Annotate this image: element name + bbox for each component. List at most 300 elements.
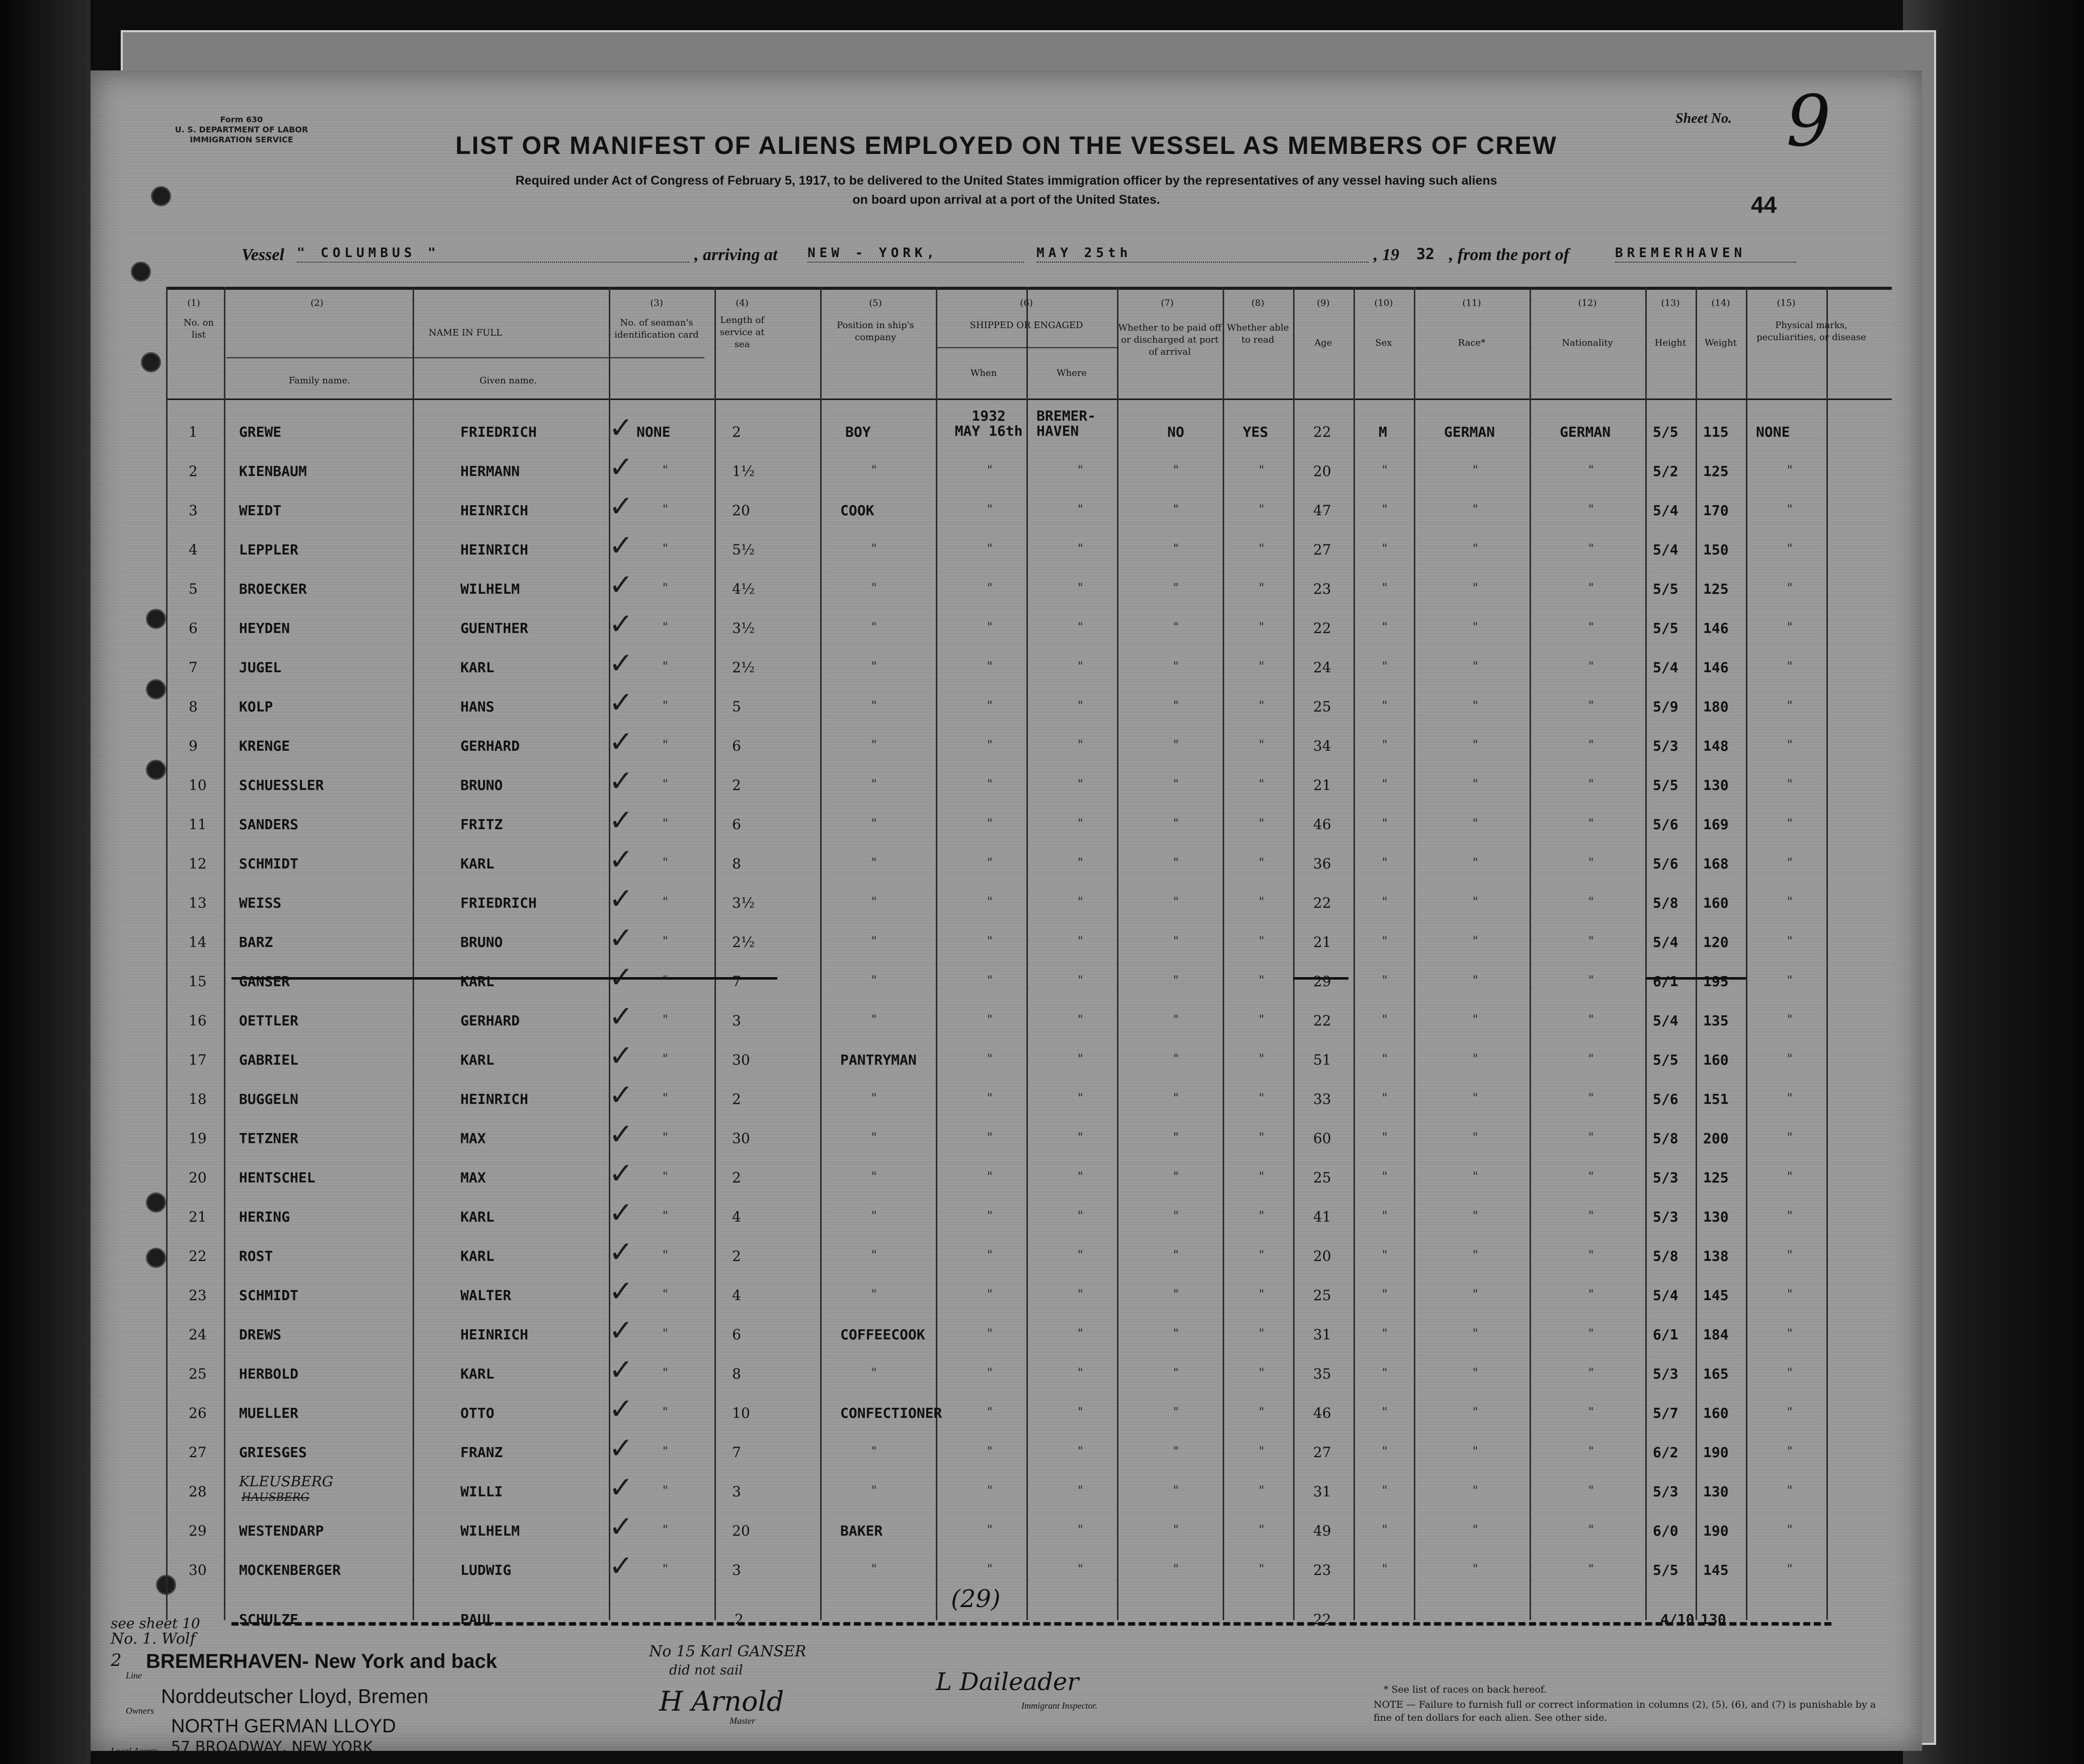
row-number: 19 <box>189 1130 207 1147</box>
family-name: SANDERS <box>239 816 299 833</box>
sex-ditto: " <box>1381 620 1389 634</box>
table-row <box>91 1276 1922 1314</box>
family-name: KOLP <box>239 698 273 715</box>
weight-value: 138 <box>1703 1248 1729 1264</box>
height-value: 5/3 <box>1653 1483 1678 1500</box>
when-ditto: " <box>986 620 994 634</box>
able-read-ditto: " <box>1258 1522 1265 1537</box>
height-value: 5/4 <box>1653 1287 1678 1304</box>
check-mark: ✓ <box>609 528 633 563</box>
family-name: DREWS <box>239 1326 282 1343</box>
nationality-ditto: " <box>1587 1130 1595 1144</box>
when-ditto: " <box>986 934 994 948</box>
where-ditto: " <box>1077 502 1084 516</box>
family-name: KLEUSBERG <box>239 1473 334 1490</box>
race-ditto: " <box>1472 1522 1479 1537</box>
physical-ditto: " <box>1786 1444 1794 1458</box>
total-mark: (29) <box>951 1585 1001 1613</box>
physical-ditto: " <box>1786 1483 1794 1497</box>
age-value: 22 <box>1313 424 1331 440</box>
check-mark: ✓ <box>609 411 633 445</box>
nationality-ditto: " <box>1587 620 1595 634</box>
weight-value: 145 <box>1703 1562 1729 1578</box>
nationality-ditto: " <box>1587 1091 1595 1105</box>
position-ditto: " <box>870 1366 878 1380</box>
weight-value: 125 <box>1703 463 1729 479</box>
header-where: Where <box>1056 368 1087 378</box>
given-name: HERMANN <box>460 463 520 479</box>
height-value: 5/3 <box>1653 1209 1678 1225</box>
position-value: BAKER <box>840 1522 883 1539</box>
able-read-value: YES <box>1243 424 1268 440</box>
arrival-date: MAY 25th <box>1036 246 1369 263</box>
family-name: KIENBAUM <box>239 463 307 479</box>
sex-ditto: " <box>1381 1248 1389 1262</box>
owners-label: Owners <box>126 1706 154 1716</box>
struck-weight: 130 <box>1701 1611 1726 1628</box>
header-bottom-rule <box>166 398 1892 400</box>
height-value: 5/5 <box>1653 581 1678 597</box>
when-ditto: " <box>986 1366 994 1380</box>
able-read-ditto: " <box>1258 738 1265 752</box>
where-ditto: " <box>1077 895 1084 909</box>
able-read-ditto: " <box>1258 463 1265 477</box>
able-read-ditto: " <box>1258 1052 1265 1066</box>
physical-ditto: " <box>1786 541 1794 555</box>
physical-ditto: " <box>1786 816 1794 830</box>
nationality-ditto: " <box>1587 463 1595 477</box>
when-ditto: " <box>986 463 994 477</box>
race-ditto: " <box>1472 816 1479 830</box>
annotation-see-sheet: see sheet 10 <box>111 1615 200 1632</box>
nationality-ditto: " <box>1587 1012 1595 1026</box>
sheet-label: Sheet No. <box>1675 111 1732 126</box>
row-number: 29 <box>189 1522 207 1539</box>
position-ditto: " <box>870 659 878 673</box>
service-length: 8 <box>732 855 741 872</box>
weight-value: 160 <box>1703 1052 1729 1068</box>
family-name: GABRIEL <box>239 1052 299 1068</box>
nationality-ditto: " <box>1587 698 1595 712</box>
family-name: GANSER <box>239 973 290 990</box>
age-value: 46 <box>1313 1405 1331 1421</box>
nationality-ditto: " <box>1587 1287 1595 1301</box>
id-card-ditto: " <box>662 1209 669 1223</box>
service-length: 7 <box>732 1444 741 1461</box>
row-number: 30 <box>189 1562 207 1578</box>
position-ditto: " <box>870 1248 878 1262</box>
header-length-service: Length of service at sea <box>719 315 765 350</box>
position-ditto: " <box>870 855 878 869</box>
column-number: (14) <box>1711 298 1730 308</box>
given-name: FRANZ <box>460 1444 503 1461</box>
column-number: (2) <box>310 298 324 308</box>
header-age: Age <box>1314 338 1332 348</box>
nationality-value: GERMAN <box>1560 424 1611 440</box>
sex-ditto: " <box>1381 581 1389 595</box>
age-value: 51 <box>1313 1052 1331 1068</box>
id-card-value: NONE <box>636 424 671 440</box>
position-ditto: " <box>870 1287 878 1301</box>
sex-ditto: " <box>1381 1130 1389 1144</box>
weight-value: 130 <box>1703 1483 1729 1500</box>
age-value: 34 <box>1313 738 1331 754</box>
id-card-ditto: " <box>662 1091 669 1105</box>
paid-off-ditto: " <box>1172 816 1180 830</box>
service-length: 2½ <box>732 659 755 676</box>
service-length: 4 <box>732 1209 741 1225</box>
row-number: 21 <box>189 1209 207 1225</box>
check-mark: ✓ <box>609 685 633 719</box>
shipping-line: BREMERHAVEN- New York and back <box>146 1650 497 1672</box>
height-value: 5/4 <box>1653 659 1678 676</box>
nationality-ditto: " <box>1587 1483 1595 1497</box>
owners-value: Norddeutscher Lloyd, Bremen <box>161 1686 429 1708</box>
physical-ditto: " <box>1786 659 1794 673</box>
physical-ditto: " <box>1786 1366 1794 1380</box>
where-ditto: " <box>1077 1248 1084 1262</box>
row-number: 28 <box>189 1483 207 1500</box>
weight-value: 190 <box>1703 1522 1729 1539</box>
family-name: WESTENDARP <box>239 1522 324 1539</box>
nationality-ditto: " <box>1587 1169 1595 1183</box>
able-read-ditto: " <box>1258 659 1265 673</box>
family-name: ROST <box>239 1248 273 1264</box>
check-mark: ✓ <box>609 1274 633 1308</box>
paid-off-ditto: " <box>1172 1209 1180 1223</box>
when-ditto: " <box>986 659 994 673</box>
annotation-number: No. 1. Wolf <box>111 1630 196 1648</box>
annotation-two: 2 <box>111 1650 122 1670</box>
sex-ditto: " <box>1381 1209 1389 1223</box>
height-value: 5/6 <box>1653 855 1678 872</box>
able-read-ditto: " <box>1258 816 1265 830</box>
family-name: KRENGE <box>239 738 290 754</box>
able-read-ditto: " <box>1258 1483 1265 1497</box>
service-length: 3½ <box>732 620 755 636</box>
given-name: KARL <box>460 855 495 872</box>
given-name: FRIEDRICH <box>460 424 537 440</box>
weight-value: 160 <box>1703 895 1729 911</box>
check-mark: ✓ <box>609 1156 633 1190</box>
where-ditto: " <box>1077 1444 1084 1458</box>
id-card-ditto: " <box>662 1483 669 1497</box>
row-number: 5 <box>189 581 198 597</box>
table-row <box>91 1551 1922 1589</box>
able-read-ditto: " <box>1258 1248 1265 1262</box>
nationality-ditto: " <box>1587 934 1595 948</box>
where-ditto: " <box>1077 1209 1084 1223</box>
when-ditto: " <box>986 1287 994 1301</box>
able-read-ditto: " <box>1258 1287 1265 1301</box>
given-name: WILHELM <box>460 581 520 597</box>
paid-off-ditto: " <box>1172 1012 1180 1026</box>
height-value: 5/3 <box>1653 738 1678 754</box>
age-value: 29 <box>1313 973 1331 990</box>
position-ditto: " <box>870 698 878 712</box>
nationality-ditto: " <box>1587 738 1595 752</box>
height-value: 5/5 <box>1653 424 1678 440</box>
height-value: 5/8 <box>1653 1248 1678 1264</box>
physical-ditto: " <box>1786 777 1794 791</box>
nationality-ditto: " <box>1587 1405 1595 1419</box>
age-value: 25 <box>1313 698 1331 715</box>
height-value: 5/6 <box>1653 816 1678 833</box>
service-length: 1½ <box>732 463 755 479</box>
where-ditto: " <box>1077 1012 1084 1026</box>
nationality-ditto: " <box>1587 1052 1595 1066</box>
paid-off-ditto: " <box>1172 1405 1180 1419</box>
able-read-ditto: " <box>1258 1012 1265 1026</box>
header-physical-marks: Physical marks, peculiarities, or disease <box>1756 320 1866 343</box>
sex-ditto: " <box>1381 738 1389 752</box>
height-value: 5/5 <box>1653 777 1678 793</box>
physical-ditto: " <box>1786 934 1794 948</box>
where-ditto: " <box>1077 659 1084 673</box>
punch-hole <box>131 262 151 282</box>
paid-off-ditto: " <box>1172 1091 1180 1105</box>
paid-off-ditto: " <box>1172 502 1180 516</box>
sex-ditto: " <box>1381 777 1389 791</box>
weight-value: 125 <box>1703 1169 1729 1186</box>
where-ditto: " <box>1077 738 1084 752</box>
weight-value: 165 <box>1703 1366 1729 1382</box>
row-number: 8 <box>189 698 198 715</box>
weight-value: 130 <box>1703 777 1729 793</box>
manifest-page <box>91 70 1922 1763</box>
table-row <box>91 727 1922 765</box>
position-ditto: " <box>870 1483 878 1497</box>
race-ditto: " <box>1472 1012 1479 1026</box>
struck-family-name: SCHULZE <box>239 1611 299 1628</box>
physical-ditto: " <box>1786 1287 1794 1301</box>
vessel-label: Vessel <box>242 246 284 264</box>
weight-value: 170 <box>1703 502 1729 519</box>
check-mark: ✓ <box>609 921 633 955</box>
header-paid-off: Whether to be paid off or discharged at port of arrival <box>1118 323 1222 357</box>
position-value: CONFECTIONER <box>840 1405 942 1421</box>
where-ditto: " <box>1077 1169 1084 1183</box>
sex-ditto: " <box>1381 816 1389 830</box>
table-row <box>91 1080 1922 1118</box>
service-length: 2½ <box>732 934 755 950</box>
header-when: When <box>970 368 997 378</box>
family-name: HERING <box>239 1209 290 1225</box>
given-name: WILLI <box>460 1483 503 1500</box>
given-name: KARL <box>460 1366 495 1382</box>
nationality-ditto: " <box>1587 855 1595 869</box>
physical-ditto: " <box>1786 502 1794 516</box>
check-mark: ✓ <box>609 960 633 994</box>
family-name: MOCKENBERGER <box>239 1562 341 1578</box>
table-row <box>91 881 1922 922</box>
nationality-ditto: " <box>1587 541 1595 555</box>
check-mark: ✓ <box>609 450 633 484</box>
when-ditto: " <box>986 1405 994 1419</box>
sex-ditto: " <box>1381 1522 1389 1537</box>
race-ditto: " <box>1472 1444 1479 1458</box>
height-value: 6/1 <box>1653 1326 1678 1343</box>
id-card-ditto: " <box>662 738 669 752</box>
height-value: 6/1 <box>1653 973 1678 990</box>
where-ditto: " <box>1077 816 1084 830</box>
given-name: KARL <box>460 973 495 990</box>
column-number: (13) <box>1661 298 1680 308</box>
family-name: LEPPLER <box>239 541 299 558</box>
header-able-read: Whether able to read <box>1227 323 1289 345</box>
row-number: 1 <box>189 424 198 440</box>
when-ditto: " <box>986 973 994 987</box>
family-name: HEYDEN <box>239 620 290 636</box>
paid-off-ditto: " <box>1172 463 1180 477</box>
header-name-in-full: NAME IN FULL <box>428 328 503 338</box>
position-ditto: " <box>870 620 878 634</box>
id-card-ditto: " <box>662 1052 669 1066</box>
table-row <box>91 1119 1922 1157</box>
from-label: , from the port of <box>1449 246 1569 264</box>
row-number: 16 <box>189 1012 207 1029</box>
document-title: LIST OR MANIFEST OF ALIENS EMPLOYED ON THE VESSEL AS MEMBERS OF CREW <box>455 131 1557 159</box>
paid-off-ditto: " <box>1172 1248 1180 1262</box>
physical-ditto: " <box>1786 1326 1794 1340</box>
row-number: 27 <box>189 1444 207 1461</box>
id-card-ditto: " <box>662 934 669 948</box>
table-row <box>91 766 1922 804</box>
race-ditto: " <box>1472 698 1479 712</box>
race-ditto: " <box>1472 1366 1479 1380</box>
position-ditto: " <box>870 1444 878 1458</box>
service-length: 8 <box>732 1366 741 1382</box>
check-mark: ✓ <box>609 1431 633 1465</box>
row-number: 22 <box>189 1248 207 1264</box>
where-ditto: " <box>1077 1091 1084 1105</box>
sex-ditto: " <box>1381 1326 1389 1340</box>
column-number: (11) <box>1462 298 1481 308</box>
when-ditto: " <box>986 1326 994 1340</box>
struck-service: 2 <box>735 1611 744 1628</box>
where-ditto: " <box>1077 1326 1084 1340</box>
family-name: WEIDT <box>239 502 282 519</box>
check-mark: ✓ <box>609 1313 633 1347</box>
family-name: GRIESGES <box>239 1444 307 1461</box>
race-ditto: " <box>1472 973 1479 987</box>
age-value: 35 <box>1313 1366 1331 1382</box>
column-number: (8) <box>1251 298 1264 308</box>
service-length: 6 <box>732 1326 741 1343</box>
physical-ditto: " <box>1786 855 1794 869</box>
age-value: 21 <box>1313 777 1331 793</box>
given-name: WALTER <box>460 1287 512 1304</box>
note-text: — Failure to furnish full or correct information in columns (2), (5), (6), and (7) is punishable by a fine of ten dollars for each alien. See other side. <box>1374 1699 1876 1723</box>
family-name: BROECKER <box>239 581 307 597</box>
family-name: GREWE <box>239 424 282 440</box>
row-number: 26 <box>189 1405 207 1421</box>
header-no-on-list: No. on list <box>183 317 214 340</box>
service-length: 30 <box>732 1052 750 1068</box>
physical-ditto: " <box>1786 1522 1794 1537</box>
age-value: 25 <box>1313 1287 1331 1304</box>
nationality-ditto: " <box>1587 895 1595 909</box>
check-mark: ✓ <box>609 1392 633 1426</box>
age-value: 23 <box>1313 1562 1331 1578</box>
physical-ditto: " <box>1786 738 1794 752</box>
service-length: 10 <box>732 1405 750 1421</box>
when-ditto: " <box>986 1169 994 1183</box>
weight-value: 168 <box>1703 855 1729 872</box>
shipped-where-line-1: BREMER- <box>1036 408 1096 424</box>
crew-table <box>91 287 1922 1630</box>
paid-off-ditto: " <box>1172 1522 1180 1537</box>
table-row <box>91 648 1922 686</box>
height-value: 5/4 <box>1653 1012 1678 1029</box>
where-ditto: " <box>1077 541 1084 555</box>
nationality-ditto: " <box>1587 816 1595 830</box>
race-value: GERMAN <box>1444 424 1495 440</box>
age-value: 24 <box>1313 659 1331 676</box>
service-length: 4 <box>732 1287 741 1304</box>
service-length: 5½ <box>732 541 755 558</box>
service-length: 7 <box>732 973 741 990</box>
given-name: HEINRICH <box>460 541 528 558</box>
position-ditto: " <box>870 816 878 830</box>
note-handwritten-2: did not sail <box>669 1663 743 1678</box>
height-value: 5/8 <box>1653 1130 1678 1147</box>
header-nationality: Nationality <box>1562 338 1613 348</box>
able-read-ditto: " <box>1258 855 1265 869</box>
table-row <box>91 1040 1922 1079</box>
id-card-ditto: " <box>662 1522 669 1537</box>
family-name: HERBOLD <box>239 1366 299 1382</box>
sex-ditto: " <box>1381 855 1389 869</box>
given-name: GERHARD <box>460 1012 520 1029</box>
sheet-number: 9 <box>1786 81 1831 163</box>
weight-value: 146 <box>1703 659 1729 676</box>
able-read-ditto: " <box>1258 973 1265 987</box>
family-name: SCHUESSLER <box>239 777 324 793</box>
agents-address: 57 BROADWAY, NEW YORK <box>171 1738 373 1756</box>
id-card-ditto: " <box>662 1326 669 1340</box>
table-top-rule-inner <box>166 289 1892 290</box>
paid-off-ditto: " <box>1172 1483 1180 1497</box>
sex-ditto: " <box>1381 1091 1389 1105</box>
service-length: 20 <box>732 502 750 519</box>
weight-value: 115 <box>1703 424 1729 440</box>
physical-ditto: " <box>1786 1209 1794 1223</box>
column-number: (6) <box>1020 298 1033 308</box>
service-length: 5 <box>732 698 741 715</box>
weight-value: 130 <box>1703 1209 1729 1225</box>
check-mark: ✓ <box>609 1038 633 1073</box>
race-ditto: " <box>1472 934 1479 948</box>
age-value: 23 <box>1313 581 1331 597</box>
master-signature: H Arnold <box>659 1686 784 1717</box>
paid-off-ditto: " <box>1172 973 1180 987</box>
paid-off-ditto: " <box>1172 1287 1180 1301</box>
check-mark: ✓ <box>609 489 633 523</box>
where-ditto: " <box>1077 1522 1084 1537</box>
where-ditto: " <box>1077 1405 1084 1419</box>
strike-through <box>231 977 765 980</box>
id-card-ditto: " <box>662 1287 669 1301</box>
strike-through <box>719 977 777 980</box>
agents-code: 14—1940 <box>121 1756 148 1763</box>
paid-off-ditto: " <box>1172 777 1180 791</box>
able-read-ditto: " <box>1258 502 1265 516</box>
height-value: 5/8 <box>1653 895 1678 911</box>
note-label: NOTE <box>1374 1699 1403 1710</box>
id-card-ditto: " <box>662 895 669 909</box>
check-mark: ✓ <box>609 1352 633 1387</box>
